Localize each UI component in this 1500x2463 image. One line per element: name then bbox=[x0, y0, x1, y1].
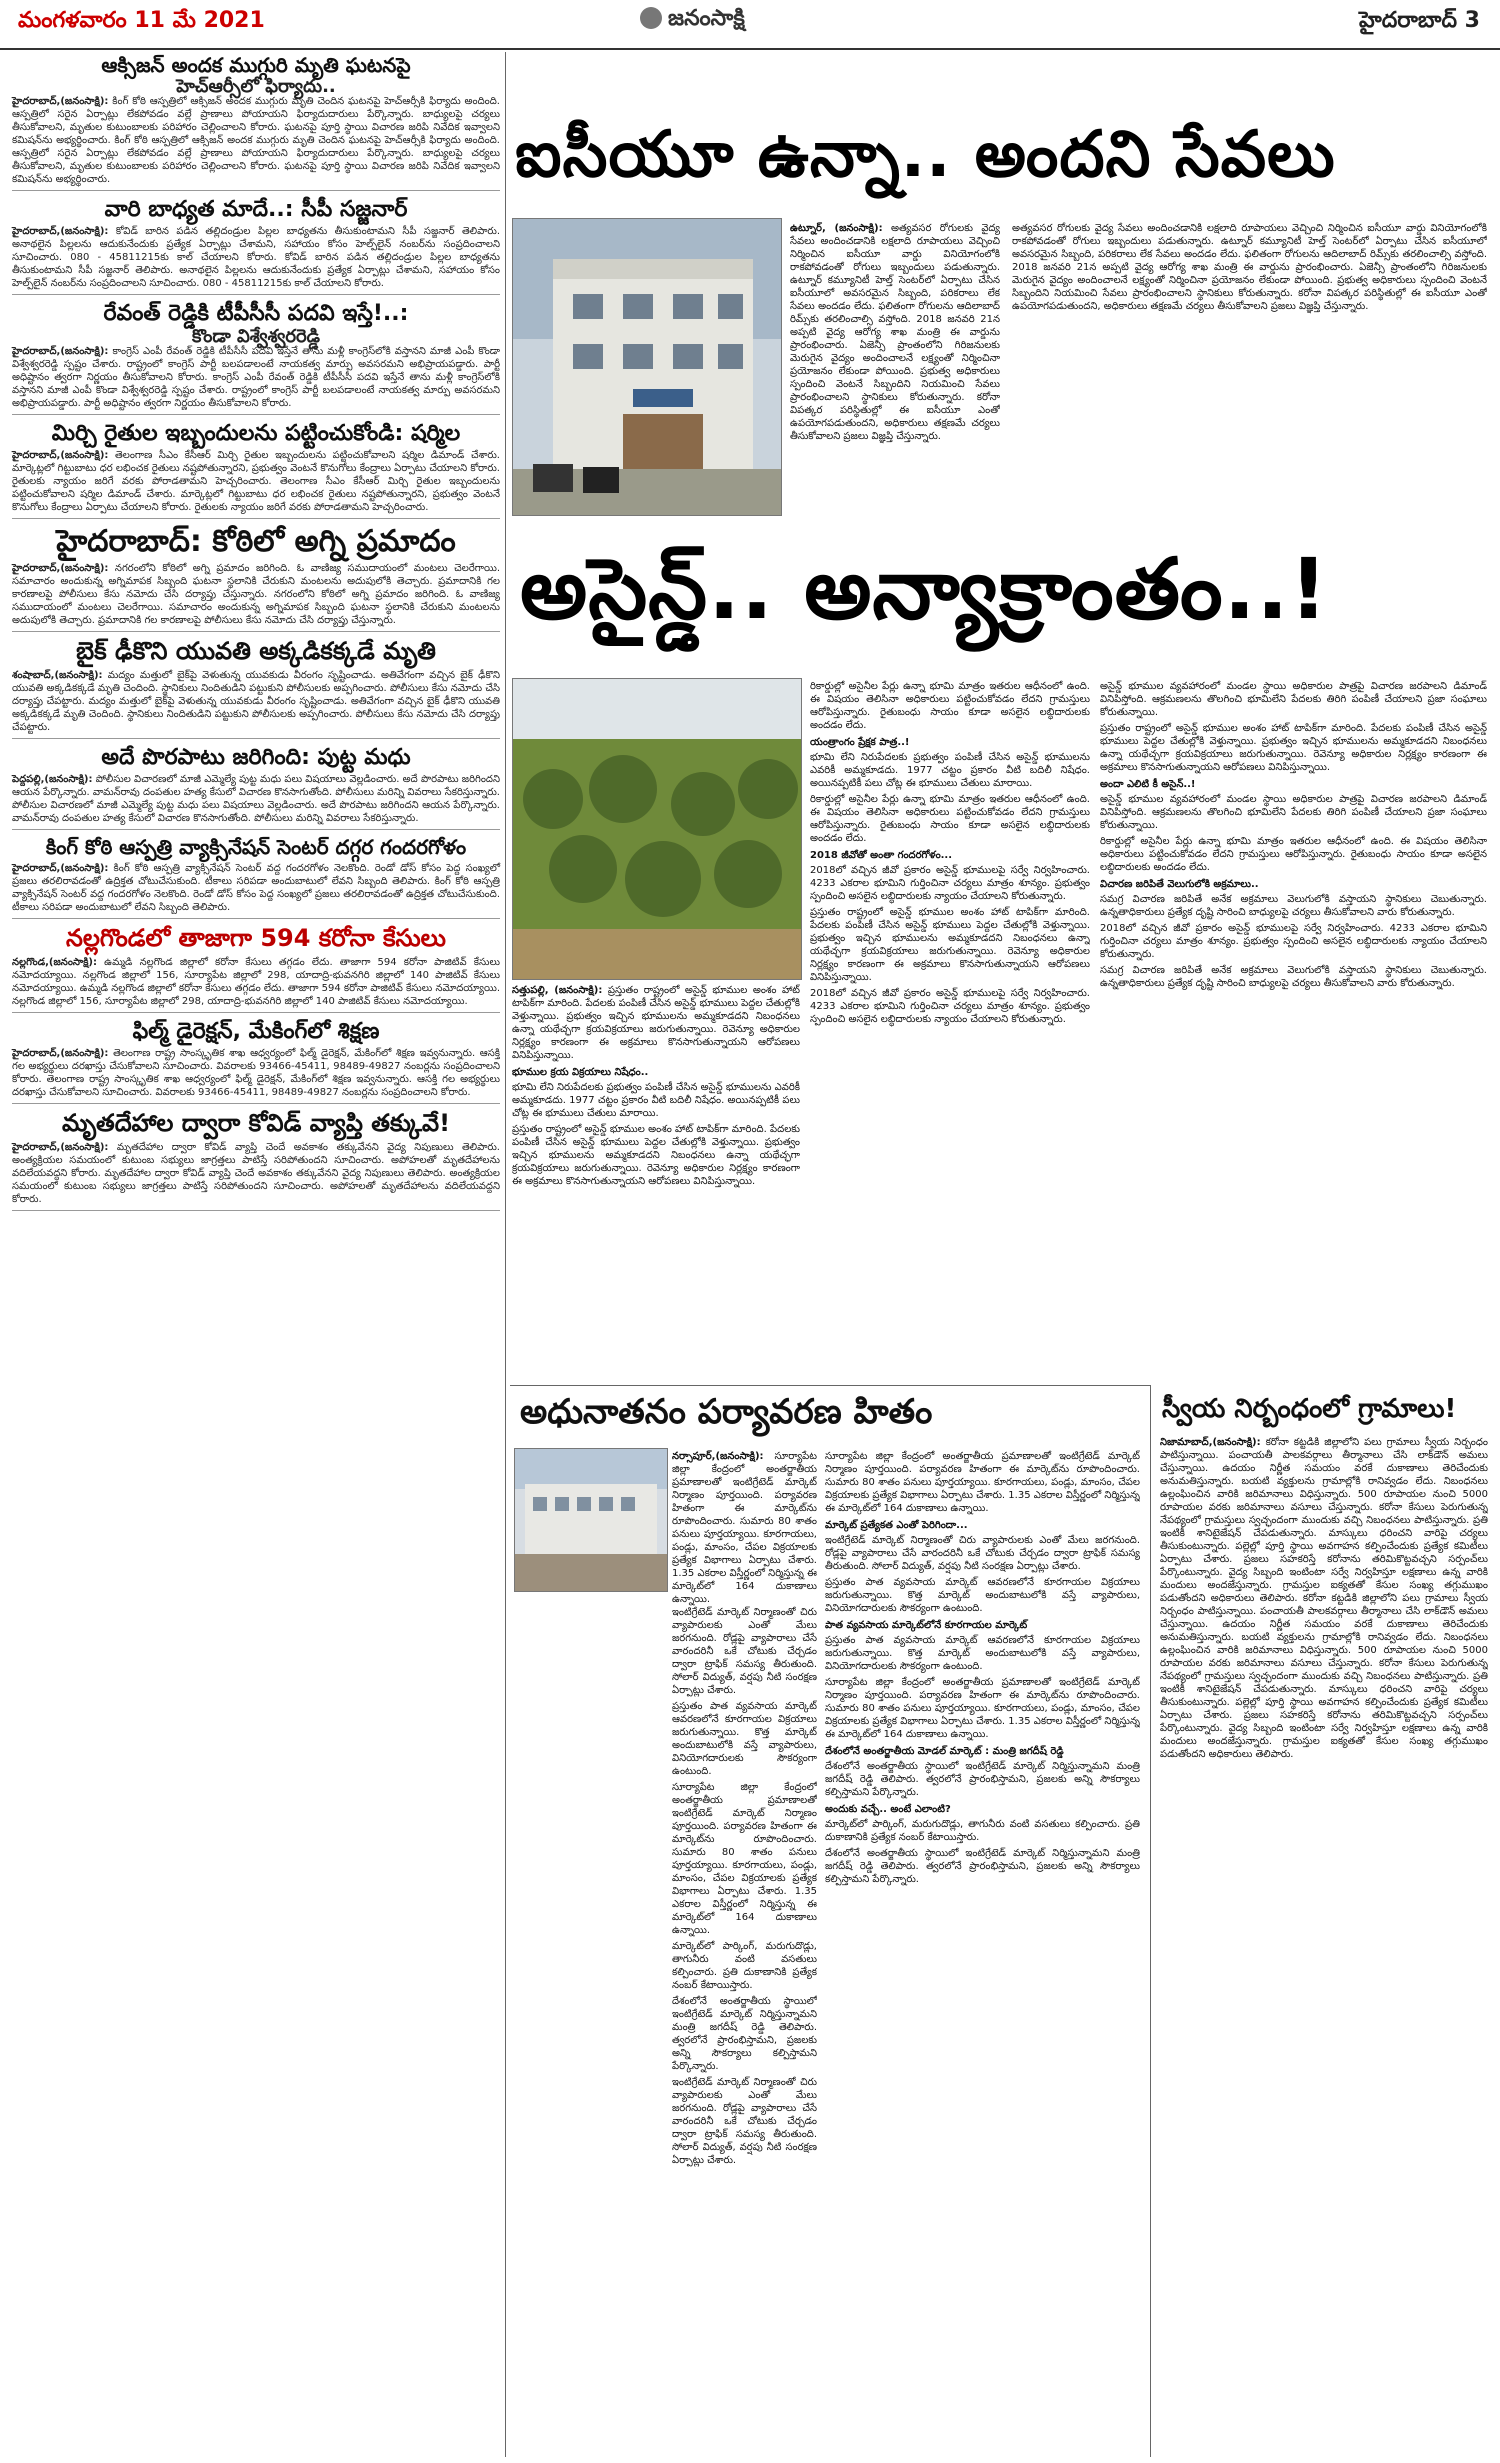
left-story bbox=[12, 525, 500, 633]
second-story-text-col3 bbox=[1100, 680, 1487, 1354]
story-body bbox=[12, 956, 500, 1008]
story-text-continued: తెలంగాణ సీఎం కేసీఆర్ మిర్చి రైతుల ఇబ్బందులను పట్టించుకోవాలని షర్మిల డిమాండ్ చేశారు. మార్కెట్లలో గిట్టుబాటు ధర లభించక రైతులు నష్టపోతున్నారని, ప్రభుత్వం వెంటనే కొనుగోలు కేంద్రాలు ఏర్పాటు చేయాలని కోరారు. రైతులకు న్యాయం జరిగే వరకు పోరాడతామని హెచ్చరించారు. bbox=[12, 475, 500, 513]
column-divider bbox=[1150, 1385, 1151, 2457]
paragraph: సమగ్ర విచారణ జరిపితే అనేక అక్రమాలు వెలుగులోకి వస్తాయని స్థానికులు చెబుతున్నారు. ఉన్నతాధికారులు ప్రత్యేక దృష్టి సారించి బాధ్యులపై చర్యలు తీసుకోవాలని వారు కోరుతున్నారు. bbox=[1100, 894, 1487, 918]
story-text: ఉమ్మడి నల్లగొండ జిల్లాలో కరోనా కేసులు తగ్గడం లేదు. తాజాగా 594 కరోనా పాజిటివ్ కేసులు నమోదయ్యాయి. నల్లగొండ జిల్లాలో 156, సూర్యాపేట జిల్లాలో 298, యాదాద్రి-భువనగిరి జిల్లాలో 140 పాజిటివ్ కేసులు నమోదయ్యాయి. bbox=[12, 956, 500, 994]
story-text-continued: తెలంగాణ రాష్ట్ర సాంస్కృతిక శాఖ ఆధ్వర్యంలో ఫిల్మ్ డైరెక్షన్, మేకింగ్‌లో శిక్షణ ఇవ్వనున్నారు. ఆసక్తి గల అభ్యర్థులు దరఖాస్తు చేసుకోవాలని సూచించారు. వివరాలకు 93466-45411, 98489-49827 నంబర్లను సంప్రదించాలని కోరారు. bbox=[12, 1074, 500, 1099]
paragraph: దేశంలోనే అంతర్జాతీయ స్థాయిలో ఇంటిగ్రేటెడ్ మార్కెట్ నిర్మిస్తున్నామని మంత్రి జగదీష్ రెడ్డి తెలిపారు. త్వరలోనే ప్రారంభిస్తామని, ప్రజలకు అన్ని సౌకర్యాలు కల్పిస్తామని పేర్కొన్నారు. bbox=[825, 1761, 1140, 1798]
story-body bbox=[12, 1047, 500, 1099]
story-headline: హైదరాబాద్: కోఠిలో అగ్ని ప్రమాదం bbox=[56, 523, 456, 559]
paragraph: రికార్డుల్లో అసైనీల పేర్లు ఉన్నా భూమి మాత్రం ఇతరుల ఆధీనంలో ఉంది. ఈ విషయం తెలిసినా అధికారులు పట్టించుకోవడం లేదని గ్రామస్తులు ఆరోపిస్తున్నారు. రైతుబంధు సాయం కూడా అసలైన లబ్ధిదారులకు అందడం లేదు. bbox=[810, 681, 1090, 731]
subhead: అందా ఎలిటి కీ అసైన్..! bbox=[1100, 779, 1196, 790]
story-dateline: శంషాబాద్,(జనంసాక్షి): bbox=[12, 669, 103, 681]
story-body bbox=[12, 669, 500, 734]
paragraph: ఇంటిగ్రేటెడ్ మార్కెట్ నిర్మాణంతో చిరు వ్యాపారులకు ఎంతో మేలు జరగనుంది. రోడ్లపై వ్యాపారాలు చేసే వారందరినీ ఒకే చోటుకు చేర్చడం ద్వారా ట్రాఫిక్ సమస్య తీరుతుంది. సోలార్ విద్యుత్, వర్షపు నీటి సంరక్షణ ఏర్పాట్లు చేశారు. bbox=[672, 1607, 817, 1696]
divider bbox=[510, 1385, 1150, 1386]
paragraph-text: సూర్యాపేట జిల్లా కేంద్రంలో అంతర్జాతీయ ప్రమాణాలతో ఇంటిగ్రేటెడ్ మార్కెట్ నిర్మాణం పూర్తయింది. పర్యావరణ హితంగా ఈ మార్కెట్‌ను రూపొందించారు. సుమారు 80 శాతం పనులు పూర్తయ్యాయి. కూరగాయలు, పండ్లు, మాంసం, చేపల విక్రయాలకు ప్రత్యేక విభాగాలు ఏర్పాటు చేశారు. 1.35 ఎకరాల విస్తీర్ణంలో నిర్మిస్తున్న ఈ మార్కెట్‌లో 164 దుకాణాలు ఉన్నాయి. bbox=[672, 1451, 817, 1605]
market-building-image bbox=[515, 1449, 667, 1591]
paragraph: సమగ్ర విచారణ జరిపితే అనేక అక్రమాలు వెలుగులోకి వస్తాయని స్థానికులు చెబుతున్నారు. ఉన్నతాధికారులు ప్రత్యేక దృష్టి సారించి బాధ్యులపై చర్యలు తీసుకోవాలని వారు కోరుతున్నారు. bbox=[1100, 965, 1487, 989]
paragraph: సూర్యాపేట జిల్లా కేంద్రంలో అంతర్జాతీయ ప్రమాణాలతో ఇంటిగ్రేటెడ్ మార్కెట్ నిర్మాణం పూర్తయింది. పర్యావరణ హితంగా ఈ మార్కెట్‌ను రూపొందించారు. సుమారు 80 శాతం పనులు పూర్తయ్యాయి. కూరగాయలు, పండ్లు, మాంసం, చేపల విక్రయాలకు ప్రత్యేక విభాగాలు ఏర్పాటు చేశారు. 1.35 ఎకరాల విస్తీర్ణంలో నిర్మిస్తున్న ఈ మార్కెట్‌లో 164 దుకాణాలు ఉన్నాయి. bbox=[825, 1451, 1140, 1514]
story-body bbox=[12, 345, 500, 410]
paragraph: రికార్డుల్లో అసైనీల పేర్లు ఉన్నా భూమి మాత్రం ఇతరుల ఆధీనంలో ఉంది. ఈ విషయం తెలిసినా అధికారులు పట్టించుకోవడం లేదని గ్రామస్తులు ఆరోపిస్తున్నారు. రైతుబంధు సాయం కూడా అసలైన లబ్ధిదారులకు అందడం లేదు. bbox=[1100, 836, 1487, 873]
subhead: విచారణ జరిపితే వెలుగులోకి అక్రమాలు.. bbox=[1100, 879, 1259, 890]
story-text: కోవిడ్ బారిన పడిన తల్లిదండ్రుల పిల్లల బాధ్యతను తీసుకుంటామని సీపీ సజ్జనార్ తెలిపారు. అనాథలైన పిల్లలను ఆదుకునేందుకు ప్రత్యేక ఏర్పాట్లు చేశామని, సహాయం కోసం హెల్ప్‌లైన్ నంబర్‌ను సంప్రదించాలని సూచించారు. 080 - 45811215కు కాల్ చేయాలని కోరారు. bbox=[12, 226, 500, 264]
story-headline: వారి బాధ్యత మాదే..: సీపీ సజ్జనార్ bbox=[104, 197, 408, 222]
story-text: కింగ్ కోఠి ఆస్పత్రి వ్యాక్సినేషన్ సెంటర్ వద్ద గందరగోళం నెలకొంది. రెండో డోస్ కోసం పెద్ద సంఖ్యలో ప్రజలు తరలిరావడంతో ఉద్రిక్తత చోటుచేసుకుంది. టీకాలు సరిపడా అందుబాటులో లేవని సిబ్బంది తెలిపారు. bbox=[12, 863, 500, 888]
paragraph: ఇంటిగ్రేటెడ్ మార్కెట్ నిర్మాణంతో చిరు వ్యాపారులకు ఎంతో మేలు జరగనుంది. రోడ్లపై వ్యాపారాలు చేసే వారందరినీ ఒకే చోటుకు చేర్చడం ద్వారా ట్రాఫిక్ సమస్య తీరుతుంది. సోలార్ విద్యుత్, వర్షపు నీటి సంరక్షణ ఏర్పాట్లు చేశారు. bbox=[672, 2077, 817, 2166]
subhead: పాత వ్యవసాయ మార్కెట్‌లోనే కూరగాయల మార్కెట్ bbox=[825, 1620, 1028, 1631]
story-text-continued: నగరంలోని కోఠిలో అగ్ని ప్రమాదం జరిగింది. ఓ వాణిజ్య సముదాయంలో మంటలు చెలరేగాయి. సమాచారం అందుకున్న అగ్నిమాపక సిబ్బంది ఘటనా స్థలానికి చేరుకుని మంటలను అదుపులోకి తెచ్చారు. ప్రమాదానికి గల కారణాలపై పోలీసులు కేసు నమోదు చేసి దర్యాప్తు చేస్తున్నారు. bbox=[12, 589, 501, 627]
paragraph: దేశంలోనే అంతర్జాతీయ స్థాయిలో ఇంటిగ్రేటెడ్ మార్కెట్ నిర్మిస్తున్నామని మంత్రి జగదీష్ రెడ్డి తెలిపారు. త్వరలోనే ప్రారంభిస్తామని, ప్రజలకు అన్ని సౌకర్యాలు కల్పిస్తామని పేర్కొన్నారు. bbox=[825, 1848, 1140, 1885]
lead-body: అత్యవసర రోగులకు వైద్య సేవలు అందించడానికి లక్షలాది రూపాయలు వెచ్చించి నిర్మించిన ఐసీయూ వార్డు వినియోగంలోకి రాకపోవడంతో రోగులు ఇబ్బందులు పడుతున్నారు. ఉట్నూర్ కమ్యూనిటీ హెల్త్ సెంటర్‌లో ఏర్పాటు చేసిన ఐసీయూలో అవసరమైన సిబ్బంది, పరికరాలు లేక సేవలు అందడం లేదు. ఫలితంగా రోగులను ఆదిలాబాద్ రిమ్స్‌కు తరలించాల్సి వస్తోంది. 2018 జనవరి 21న అప్పటి వైద్య ఆరోగ్య శాఖ మంత్రి ఈ వార్డును ప్రారంభించారు. ఏజెన్సీ ప్రాంతంలోని గిరిజనులకు మెరుగైన వైద్యం అందించాలనే లక్ష్యంతో నిర్మించినా ప్రయోజనం లేకుండా పోయింది. ప్రభుత్వ అధికారులు స్పందించి వెంటనే సిబ్బందిని నియమించి సేవలు ప్రారంభించాలని స్థానికులు కోరుతున్నారు. కరోనా విపత్కర పరిస్థితుల్లో ఈ ఐసీయూ ఎంతో ఉపయోగపడుతుందని, అధికారులు తక్షణమే చర్యలు తీసుకోవాలని ప్రజలు విజ్ఞప్తి చేస్తున్నారు. bbox=[790, 223, 1000, 442]
paragraph: మార్కెట్‌లో పార్కింగ్, మరుగుదొడ్లు, తాగునీరు వంటి వసతులు కల్పించారు. ప్రతి దుకాణానికి ప్రత్యేక నంబర్ కేటాయిస్తారు. bbox=[672, 1941, 817, 1991]
story-text-continued: కాంగ్రెస్ ఎంపీ రేవంత్ రెడ్డికి టీపీసీసీ పదవి ఇస్తేనే తాను మళ్లీ కాంగ్రెస్‌లోకి వస్తానని మాజీ ఎంపీ కొండా విశ్వేశ్వరరెడ్డి స్పష్టం చేశారు. రాష్ట్రంలో కాంగ్రెస్ పార్టీ బలపడాలంటే నాయకత్వ మార్పు అవసరమని అభిప్రాయపడ్డారు. పార్టీ అధిష్టానం త్వరగా నిర్ణయం తీసుకోవాలని కోరారు. bbox=[12, 371, 500, 409]
story-text: మద్యం మత్తులో బైక్‌పై వెళుతున్న యువకుడు వీరంగం సృష్టించాడు. అతివేగంగా వచ్చిన బైక్ ఢీకొని యువతి అక్కడికక్కడే మృతి చెందింది. స్థానికులు నిందితుడిని పట్టుకుని పోలీసులకు అప్పగించారు. పోలీసులు కేసు నమోదు చేసి దర్యాప్తు చేపట్టారు. bbox=[12, 669, 500, 707]
story-headline: మృతదేహాల ద్వారా కోవిడ్ వ్యాప్తి తక్కువే! bbox=[61, 1109, 451, 1138]
story-body bbox=[12, 225, 500, 290]
paragraph: సూర్యాపేట జిల్లా కేంద్రంలో అంతర్జాతీయ ప్రమాణాలతో ఇంటిగ్రేటెడ్ మార్కెట్ నిర్మాణం పూర్తయింది. పర్యావరణ హితంగా ఈ మార్కెట్‌ను రూపొందించారు. సుమారు 80 శాతం పనులు పూర్తయ్యాయి. కూరగాయలు, పండ్లు, మాంసం, చేపల విక్రయాలకు ప్రత్యేక విభాగాలు ఏర్పాటు చేశారు. 1.35 ఎకరాల విస్తీర్ణంలో నిర్మిస్తున్న ఈ మార్కెట్‌లో 164 దుకాణాలు ఉన్నాయి. bbox=[825, 1677, 1140, 1740]
story-text-continued: మద్యం మత్తులో బైక్‌పై వెళుతున్న యువకుడు వీరంగం సృష్టించాడు. అతివేగంగా వచ్చిన బైక్ ఢీకొని యువతి అక్కడికక్కడే మృతి చెందింది. స్థానికులు నిందితుడిని పట్టుకుని పోలీసులకు అప్పగించారు. పోలీసులు కేసు నమోదు చేసి దర్యాప్తు చేపట్టారు. bbox=[12, 695, 500, 733]
left-story bbox=[12, 421, 500, 519]
paragraph: దేశంలోనే అంతర్జాతీయ స్థాయిలో ఇంటిగ్రేటెడ్ మార్కెట్ నిర్మిస్తున్నామని మంత్రి జగదీష్ రెడ్డి తెలిపారు. త్వరలోనే ప్రారంభిస్తామని, ప్రజలకు అన్ని సౌకర్యాలు కల్పిస్తామని పేర్కొన్నారు. bbox=[672, 1996, 817, 2072]
fourth-dateline: నిజామాబాద్,(జనంసాక్షి): bbox=[1160, 1437, 1261, 1448]
story-body bbox=[12, 1141, 500, 1206]
story-headline: ఫిల్మ్ డైరెక్షన్, మేకింగ్‌లో శిక్షణ bbox=[132, 1018, 380, 1044]
story-headline: కింగ్ కోఠి ఆస్పత్రి వ్యాక్సినేషన్ సెంటర్ దగ్గర గందరగోళం bbox=[45, 835, 467, 860]
story-dateline: హైదరాబాద్,(జనంసాక్షి): bbox=[12, 345, 109, 357]
third-dateline: నర్సాపూర్,(జనంసాక్షి): bbox=[672, 1451, 764, 1462]
lead-dateline: ఉట్నూర్, (జనంసాక్షి): bbox=[790, 223, 883, 234]
left-story bbox=[12, 54, 500, 191]
story-dateline: హైదరాబాద్,(జనంసాక్షి): bbox=[12, 449, 109, 461]
paragraph: అసైన్డ్ భూముల వ్యవహారంలో మండల స్థాయి అధికారుల పాత్రపై విచారణ జరపాలని డిమాండ్ వినిపిస్తోంది. ఆక్రమణలను తొలగించి భూమిలేని పేదలకు తిరిగి పంపిణీ చేయాలని ప్రజా సంఘాలు కోరుతున్నాయి. bbox=[1100, 794, 1487, 831]
paragraph: మార్కెట్‌లో పార్కింగ్, మరుగుదొడ్లు, తాగునీరు వంటి వసతులు కల్పించారు. ప్రతి దుకాణానికి ప్రత్యేక నంబర్ కేటాయిస్తారు. bbox=[825, 1819, 1140, 1843]
paragraph bbox=[672, 1450, 817, 1606]
left-story bbox=[12, 1019, 500, 1104]
third-photo bbox=[514, 1448, 668, 1592]
story-text-continued: కింగ్ కోఠి ఆస్పత్రి వ్యాక్సినేషన్ సెంటర్ వద్ద గందరగోళం నెలకొంది. రెండో డోస్ కోసం పెద్ద సంఖ్యలో ప్రజలు తరలిరావడంతో ఉద్రిక్తత చోటుచేసుకుంది. టీకాలు సరిపడా అందుబాటులో లేవని సిబ్బంది తెలిపారు. bbox=[12, 876, 500, 914]
lead-story-text-col2 bbox=[1012, 222, 1487, 520]
fourth-headline: స్వీయ నిర్బంధంలో గ్రామాలు! bbox=[1162, 1394, 1457, 1424]
story-text: కాంగ్రెస్ ఎంపీ రేవంత్ రెడ్డికి టీపీసీసీ పదవి ఇస్తేనే తాను మళ్లీ కాంగ్రెస్‌లోకి వస్తానని మాజీ ఎంపీ కొండా విశ్వేశ్వరరెడ్డి స్పష్టం చేశారు. రాష్ట్రంలో కాంగ్రెస్ పార్టీ బలపడాలంటే నాయకత్వ మార్పు అవసరమని అభిప్రాయపడ్డారు. పార్టీ అధిష్టానం త్వరగా నిర్ణయం తీసుకోవాలని కోరారు. bbox=[12, 345, 500, 383]
third-story-text-col1 bbox=[672, 1450, 817, 2448]
paragraph: 2018లో వచ్చిన జీవో ప్రకారం అసైన్డ్ భూములపై సర్వే నిర్వహించారు. 4233 ఎకరాల భూమిని గుర్తించినా చర్యలు మాత్రం శూన్యం. ప్రభుత్వం స్పందించి అసలైన లబ్ధిదారులకు న్యాయం చేయాలని కోరుతున్నారు. bbox=[810, 988, 1090, 1025]
story-text: పోలీసుల విచారణలో మాజీ ఎమ్మెల్యే పుట్ట మధు పలు విషయాలు వెల్లడించారు. అదే పొరపాటు జరిగిందని ఆయన పేర్కొన్నారు. వామన్‌రావు దంపతుల హత్య కేసులో విచారణ కొనసాగుతోంది. పోలీసులు మరిన్ని వివరాలు సేకరిస్తున్నారు. bbox=[12, 774, 500, 799]
left-story bbox=[12, 836, 500, 919]
story-subheadline: హెచ్ఆర్సీలో ఫిర్యాదు.. bbox=[176, 76, 336, 97]
left-story bbox=[12, 301, 500, 414]
story-dateline: నల్లగొండ,(జనంసాక్షి): bbox=[12, 956, 97, 968]
paragraph: భూమి లేని నిరుపేదలకు ప్రభుత్వం పంపిణీ చేసిన అసైన్డ్ భూములను ఎవరికీ అమ్మకూడదు. 1977 చట్టం ప్రకారం వీటి బదిలీ నిషేధం. అయినప్పటికీ పలు చోట్ల ఈ భూములు చేతులు మారాయి. bbox=[512, 1082, 800, 1119]
fourth-body: కరోనా కట్టడికి జిల్లాలోని పలు గ్రామాలు స్వీయ నిర్బంధం పాటిస్తున్నాయి. పంచాయతీ పాలకవర్గాలు తీర్మానాలు చేసి లాక్‌డౌన్ అమలు చేస్తున్నాయి. ఉదయం నిర్ణీత సమయం వరకే దుకాణాలు తెరిచేందుకు అనుమతిస్తున్నారు. బయటి వ్యక్తులను గ్రామాల్లోకి రానివ్వడం లేదు. నిబంధనలు ఉల్లంఘించిన వారికి జరిమానాలు విధిస్తున్నారు. 500 రూపాయల నుంచి 5000 రూపాయల వరకు జరిమానాలు వసూలు చేస్తున్నారు. కరోనా కేసులు పెరుగుతున్న నేపథ్యంలో గ్రామస్తులు స్వచ్ఛందంగా ముందుకు వచ్చి నిబంధనలు పాటిస్తున్నారు. ప్రతి ఇంటికీ శానిటైజేషన్ చేపడుతున్నారు. మాస్కులు ధరించని వారిపై చర్యలు తీసుకుంటున్నారు. పల్లెల్లో పూర్తి స్థాయి అవగాహన కల్పించేందుకు ప్రత్యేక కమిటీలు ఏర్పాటు చేశారు. ప్రజలు సహకరిస్తే కరోనాను తరిమికొట్టవచ్చని సర్పంచ్‌లు పేర్కొంటున్నారు. వైద్య సిబ్బంది ఇంటింటా సర్వే నిర్వహిస్తూ లక్షణాలు ఉన్న వారికి మందులు అందజేస్తున్నారు. గ్రామస్తుల ఐక్యతతో కేసుల సంఖ్య తగ్గుముఖం పడుతోందని అధికారులు తెలిపారు. bbox=[1160, 1437, 1488, 1604]
subhead: మార్కెట్ ప్రత్యేకత ఎంతో పెరిగిందా... bbox=[825, 1520, 968, 1531]
story-text: నగరంలోని కోఠిలో అగ్ని ప్రమాదం జరిగింది. ఓ వాణిజ్య సముదాయంలో మంటలు చెలరేగాయి. సమాచారం అందుకున్న అగ్నిమాపక సిబ్బంది ఘటనా స్థలానికి చేరుకుని మంటలను అదుపులోకి తెచ్చారు. ప్రమాదానికి గల కారణాలపై పోలీసులు కేసు నమోదు చేసి దర్యాప్తు చేస్తున్నారు. bbox=[12, 563, 501, 601]
story-body bbox=[12, 562, 500, 627]
story-headline: రేవంత్ రెడ్డికి టీపీసీసీ పదవి ఇస్తే!..: bbox=[103, 301, 409, 327]
story-text: కింగ్ కోఠి ఆస్పత్రిలో ఆక్సిజన్ అందక ముగ్గురు మృతి చెందిన ఘటనపై హెచ్ఆర్సీకి ఫిర్యాదు అందింది. ఆస్పత్రిలో సరైన ఏర్పాట్లు లేకపోవడం వల్లే ప్రాణాలు పోయాయని ఫిర్యాదుదారులు పేర్కొన్నారు. బాధ్యులపై చర్యలు తీసుకోవాలని, మృతుల కుటుంబాలకు పరిహారం చెల్లించాలని కోరారు. ఘటనపై పూర్తి స్థాయి విచారణ జరిపి నివేదిక ఇవ్వాలని కమిషన్‌ను అభ్యర్థించారు. bbox=[12, 96, 500, 146]
story-body bbox=[12, 773, 500, 825]
story-dateline: పెద్దపల్లి,(జనంసాక్షి): bbox=[12, 774, 93, 786]
third-story-text-col2 bbox=[825, 1450, 1140, 2448]
story-dateline: హైదరాబాద్,(జనంసాక్షి): bbox=[12, 1048, 109, 1060]
paragraph: ప్రస్తుతం రాష్ట్రంలో అసైన్డ్ భూముల అంశం హాట్ టాపిక్‌గా మారింది. పేదలకు పంపిణీ చేసిన అసైన్డ్ భూములు పెద్దల చేతుల్లోకి వెళ్తున్నాయి. ప్రభుత్వం ఇచ్చిన భూములను అమ్మకూడదని నిబంధనలు ఉన్నా యథేచ్ఛగా క్రయవిక్రయాలు జరుగుతున్నాయి. రెవెన్యూ అధికారుల నిర్లక్ష్యం కారణంగా ఈ అక్రమాలు కొనసాగుతున్నాయని ఆరోపణలు వినిపిస్తున్నాయి. bbox=[1100, 723, 1487, 773]
story-dateline: హైదరాబాద్,(జనంసాక్షి): bbox=[12, 563, 109, 575]
logo-text: జనంసాక్షి bbox=[668, 6, 745, 31]
paragraph bbox=[512, 984, 800, 1062]
story-body bbox=[12, 95, 500, 186]
story-text: మృతదేహాల ద్వారా కోవిడ్ వ్యాప్తి చెందే అవకాశం తక్కువేనని వైద్య నిపుణులు తెలిపారు. అంత్యక్రియల సమయంలో కుటుంబ సభ్యులు జాగ్రత్తలు పాటిస్తే సరిపోతుందని సూచించారు. అపోహలతో మృతదేహాలను వదిలేయవద్దని కోరారు. bbox=[12, 1141, 500, 1179]
third-headline: అధునాతనం పర్యావరణ హితం bbox=[520, 1392, 933, 1432]
masthead bbox=[0, 0, 1500, 50]
story-text-continued: ఉమ్మడి నల్లగొండ జిల్లాలో కరోనా కేసులు తగ్గడం లేదు. తాజాగా 594 కరోనా పాజిటివ్ కేసులు నమోదయ్యాయి. నల్లగొండ జిల్లాలో 156, సూర్యాపేట జిల్లాలో 298, యాదాద్రి-భువనగిరి జిల్లాలో 140 పాజిటివ్ కేసులు నమోదయ్యాయి. bbox=[12, 982, 500, 1007]
paragraph: భూమి లేని నిరుపేదలకు ప్రభుత్వం పంపిణీ చేసిన అసైన్డ్ భూములను ఎవరికీ అమ్మకూడదు. 1977 చట్టం ప్రకారం వీటి బదిలీ నిషేధం. అయినప్పటికీ పలు చోట్ల ఈ భూములు చేతులు మారాయి. bbox=[810, 752, 1090, 789]
paragraph-text: ప్రస్తుతం రాష్ట్రంలో అసైన్డ్ భూముల అంశం హాట్ టాపిక్‌గా మారింది. పేదలకు పంపిణీ చేసిన అసైన్డ్ భూములు పెద్దల చేతుల్లోకి వెళ్తున్నాయి. ప్రభుత్వం ఇచ్చిన భూములను అమ్మకూడదని నిబంధనలు ఉన్నా యథేచ్ఛగా క్రయవిక్రయాలు జరుగుతున్నాయి. రెవెన్యూ అధికారుల నిర్లక్ష్యం కారణంగా ఈ అక్రమాలు కొనసాగుతున్నాయని ఆరోపణలు వినిపిస్తున్నాయి. bbox=[512, 985, 800, 1061]
newspaper-logo bbox=[640, 6, 745, 36]
city-page-label: హైదరాబాద్ 3 bbox=[1359, 8, 1480, 33]
paragraph: 2018లో వచ్చిన జీవో ప్రకారం అసైన్డ్ భూములపై సర్వే నిర్వహించారు. 4233 ఎకరాల భూమిని గుర్తించినా చర్యలు మాత్రం శూన్యం. ప్రభుత్వం స్పందించి అసలైన లబ్ధిదారులకు న్యాయం చేయాలని కోరుతున్నారు. bbox=[1100, 923, 1487, 960]
subhead: 2018 జీవోతో అంతా గందరగోళం... bbox=[810, 850, 953, 861]
lead-story-text-col1 bbox=[790, 222, 1000, 520]
fourth-body-continued: కరోనా కట్టడికి జిల్లాలోని పలు గ్రామాలు స్వీయ నిర్బంధం పాటిస్తున్నాయి. పంచాయతీ పాలకవర్గాలు తీర్మానాలు చేసి లాక్‌డౌన్ అమలు చేస్తున్నాయి. ఉదయం నిర్ణీత సమయం వరకే దుకాణాలు తెరిచేందుకు అనుమతిస్తున్నారు. బయటి వ్యక్తులను గ్రామాల్లోకి రానివ్వడం లేదు. నిబంధనలు ఉల్లంఘించిన వారికి జరిమానాలు విధిస్తున్నారు. 500 రూపాయల నుంచి 5000 రూపాయల వరకు జరిమానాలు వసూలు చేస్తున్నారు. కరోనా కేసులు పెరుగుతున్న నేపథ్యంలో గ్రామస్తులు స్వచ్ఛందంగా ముందుకు వచ్చి నిబంధనలు పాటిస్తున్నారు. ప్రతి ఇంటికీ శానిటైజేషన్ చేపడుతున్నారు. మాస్కులు ధరించని వారిపై చర్యలు తీసుకుంటున్నారు. పల్లెల్లో పూర్తి స్థాయి అవగాహన కల్పించేందుకు ప్రత్యేక కమిటీలు ఏర్పాటు చేశారు. ప్రజలు సహకరిస్తే కరోనాను తరిమికొట్టవచ్చని సర్పంచ్‌లు పేర్కొంటున్నారు. వైద్య సిబ్బంది ఇంటింటా సర్వే నిర్వహిస్తూ లక్షణాలు ఉన్న వారికి మందులు అందజేస్తున్నారు. గ్రామస్తుల ఐక్యతతో కేసుల సంఖ్య తగ్గుముఖం పడుతోందని అధికారులు తెలిపారు. bbox=[1160, 1593, 1488, 1760]
story-dateline: హైదరాబాద్,(జనంసాక్షి): bbox=[12, 226, 109, 238]
second-dateline: సత్తుపల్లి, (జనంసాక్షి): bbox=[512, 985, 603, 996]
story-dateline: హైదరాబాద్,(జనంసాక్షి): bbox=[12, 1141, 109, 1153]
paragraph: రికార్డుల్లో అసైనీల పేర్లు ఉన్నా భూమి మాత్రం ఇతరుల ఆధీనంలో ఉంది. ఈ విషయం తెలిసినా అధికారులు పట్టించుకోవడం లేదని గ్రామస్తులు ఆరోపిస్తున్నారు. రైతుబంధు సాయం కూడా అసలైన లబ్ధిదారులకు అందడం లేదు. bbox=[810, 794, 1090, 844]
story-headline: అదే పొరపాటు జరిగింది: పుట్ట మధు bbox=[101, 744, 411, 770]
story-subheadline: కొండా విశ్వేశ్వరరెడ్డి bbox=[191, 325, 321, 347]
lead-body-continued: అత్యవసర రోగులకు వైద్య సేవలు అందించడానికి లక్షలాది రూపాయలు వెచ్చించి నిర్మించిన ఐసీయూ వార్డు వినియోగంలోకి రాకపోవడంతో రోగులు ఇబ్బందులు పడుతున్నారు. ఉట్నూర్ కమ్యూనిటీ హెల్త్ సెంటర్‌లో ఏర్పాటు చేసిన ఐసీయూలో అవసరమైన సిబ్బంది, పరికరాలు లేక సేవలు అందడం లేదు. ఫలితంగా రోగులను ఆదిలాబాద్ రిమ్స్‌కు తరలించాల్సి వస్తోంది. 2018 జనవరి 21న అప్పటి వైద్య ఆరోగ్య శాఖ మంత్రి ఈ వార్డును ప్రారంభించారు. ఏజెన్సీ ప్రాంతంలోని గిరిజనులకు మెరుగైన వైద్యం అందించాలనే లక్ష్యంతో నిర్మించినా ప్రయోజనం లేకుండా పోయింది. ప్రభుత్వ అధికారులు స్పందించి వెంటనే సిబ్బందిని నియమించి సేవలు ప్రారంభించాలని స్థానికులు కోరుతున్నారు. కరోనా విపత్కర పరిస్థితుల్లో ఈ ఐసీయూ ఎంతో ఉపయోగపడుతుందని, అధికారులు తక్షణమే చర్యలు తీసుకోవాలని ప్రజలు విజ్ఞప్తి చేస్తున్నారు. bbox=[1012, 223, 1487, 312]
paragraph: ప్రస్తుతం రాష్ట్రంలో అసైన్డ్ భూముల అంశం హాట్ టాపిక్‌గా మారింది. పేదలకు పంపిణీ చేసిన అసైన్డ్ భూములు పెద్దల చేతుల్లోకి వెళ్తున్నాయి. ప్రభుత్వం ఇచ్చిన భూములను అమ్మకూడదని నిబంధనలు ఉన్నా యథేచ్ఛగా క్రయవిక్రయాలు జరుగుతున్నాయి. రెవెన్యూ అధికారుల నిర్లక్ష్యం కారణంగా ఈ అక్రమాలు కొనసాగుతున్నాయని ఆరోపణలు వినిపిస్తున్నాయి. bbox=[810, 907, 1090, 983]
logo-icon bbox=[640, 7, 662, 29]
second-photo bbox=[512, 678, 802, 980]
left-column bbox=[12, 52, 500, 1217]
paragraph: ఇంటిగ్రేటెడ్ మార్కెట్ నిర్మాణంతో చిరు వ్యాపారులకు ఎంతో మేలు జరగనుంది. రోడ్లపై వ్యాపారాలు చేసే వారందరినీ ఒకే చోటుకు చేర్చడం ద్వారా ట్రాఫిక్ సమస్య తీరుతుంది. సోలార్ విద్యుత్, వర్షపు నీటి సంరక్షణ ఏర్పాట్లు చేశారు. bbox=[825, 1535, 1140, 1572]
paragraph: ప్రస్తుతం పాత వ్యవసాయ మార్కెట్ ఆవరణలోనే కూరగాయల విక్రయాలు జరుగుతున్నాయి. కొత్త మార్కెట్ అందుబాటులోకి వస్తే వ్యాపారులు, వినియోగదారులకు సౌకర్యంగా ఉంటుంది. bbox=[825, 1635, 1140, 1672]
paragraph: ప్రస్తుతం రాష్ట్రంలో అసైన్డ్ భూముల అంశం హాట్ టాపిక్‌గా మారింది. పేదలకు పంపిణీ చేసిన అసైన్డ్ భూములు పెద్దల చేతుల్లోకి వెళ్తున్నాయి. ప్రభుత్వం ఇచ్చిన భూములను అమ్మకూడదని నిబంధనలు ఉన్నా యథేచ్ఛగా క్రయవిక్రయాలు జరుగుతున్నాయి. రెవెన్యూ అధికారుల నిర్లక్ష్యం కారణంగా ఈ అక్రమాలు కొనసాగుతున్నాయని ఆరోపణలు వినిపిస్తున్నాయి. bbox=[512, 1124, 800, 1187]
subhead: యంత్రాంగం ప్రేక్షక పాత్ర..! bbox=[810, 737, 910, 748]
left-story bbox=[12, 638, 500, 739]
second-headline: అసైన్డ్.. అన్యాక్రాంతం..! bbox=[520, 540, 1329, 638]
paragraph: ప్రస్తుతం పాత వ్యవసాయ మార్కెట్ ఆవరణలోనే కూరగాయల విక్రయాలు జరుగుతున్నాయి. కొత్త మార్కెట్ అందుబాటులోకి వస్తే వ్యాపారులు, వినియోగదారులకు సౌకర్యంగా ఉంటుంది. bbox=[825, 1577, 1140, 1614]
story-dateline: హైదరాబాద్,(జనంసాక్షి): bbox=[12, 863, 109, 875]
column-divider bbox=[505, 52, 506, 2457]
paragraph: ప్రస్తుతం పాత వ్యవసాయ మార్కెట్ ఆవరణలోనే కూరగాయల విక్రయాలు జరుగుతున్నాయి. కొత్త మార్కెట్ అందుబాటులోకి వస్తే వ్యాపారులు, వినియోగదారులకు సౌకర్యంగా ఉంటుంది. bbox=[672, 1701, 817, 1777]
farmland-image bbox=[513, 679, 801, 979]
story-body bbox=[12, 862, 500, 914]
second-story-text-col2 bbox=[810, 680, 1090, 1354]
subhead: దేశంలోనే అంతర్జాతీయ మోడల్ మార్కెట్ : మంత్రి జగదీష్ రెడ్డి bbox=[825, 1746, 1064, 1757]
left-story bbox=[12, 197, 500, 295]
story-headline: నల్లగొండలో తాజాగా 594 కరోనా కేసులు bbox=[66, 924, 446, 953]
subhead: అందుకు వచ్చే.. అంటే ఎలాంటి? bbox=[825, 1804, 951, 1815]
left-story bbox=[12, 1110, 500, 1211]
fourth-story-text bbox=[1160, 1436, 1488, 2448]
left-story bbox=[12, 745, 500, 830]
paragraph: అసైన్డ్ భూముల వ్యవహారంలో మండల స్థాయి అధికారుల పాత్రపై విచారణ జరపాలని డిమాండ్ వినిపిస్తోంది. ఆక్రమణలను తొలగించి భూమిలేని పేదలకు తిరిగి పంపిణీ చేయాలని ప్రజా సంఘాలు కోరుతున్నాయి. bbox=[1100, 681, 1487, 718]
story-headline: బైక్ ఢీకొని యువతి అక్కడికక్కడే మృతి bbox=[76, 637, 436, 666]
hospital-building-image bbox=[513, 219, 781, 515]
story-text-continued: మృతదేహాల ద్వారా కోవిడ్ వ్యాప్తి చెందే అవకాశం తక్కువేనని వైద్య నిపుణులు తెలిపారు. అంత్యక్రియల సమయంలో కుటుంబ సభ్యులు జాగ్రత్తలు పాటిస్తే సరిపోతుందని సూచించారు. అపోహలతో మృతదేహాలను వదిలేయవద్దని కోరారు. bbox=[12, 1167, 500, 1205]
paragraph: 2018లో వచ్చిన జీవో ప్రకారం అసైన్డ్ భూములపై సర్వే నిర్వహించారు. 4233 ఎకరాల భూమిని గుర్తించినా చర్యలు మాత్రం శూన్యం. ప్రభుత్వం స్పందించి అసలైన లబ్ధిదారులకు న్యాయం చేయాలని కోరుతున్నారు. bbox=[810, 865, 1090, 902]
second-story-text-col1 bbox=[512, 984, 800, 1354]
story-text: తెలంగాణ సీఎం కేసీఆర్ మిర్చి రైతుల ఇబ్బందులను పట్టించుకోవాలని షర్మిల డిమాండ్ చేశారు. మార్కెట్లలో గిట్టుబాటు ధర లభించక రైతులు నష్టపోతున్నారని, ప్రభుత్వం వెంటనే కొనుగోలు కేంద్రాలు ఏర్పాటు చేయాలని కోరారు. రైతులకు న్యాయం జరిగే వరకు పోరాడతామని హెచ్చరించారు. bbox=[12, 449, 500, 487]
story-body bbox=[12, 449, 500, 514]
story-text-continued: కింగ్ కోఠి ఆస్పత్రిలో ఆక్సిజన్ అందక ముగ్గురు మృతి చెందిన ఘటనపై హెచ్ఆర్సీకి ఫిర్యాదు అందింది. ఆస్పత్రిలో సరైన ఏర్పాట్లు లేకపోవడం వల్లే ప్రాణాలు పోయాయని ఫిర్యాదుదారులు పేర్కొన్నారు. బాధ్యులపై చర్యలు తీసుకోవాలని, మృతుల కుటుంబాలకు పరిహారం చెల్లించాలని కోరారు. ఘటనపై పూర్తి స్థాయి విచారణ జరిపి నివేదిక ఇవ్వాలని కమిషన్‌ను అభ్యర్థించారు. bbox=[12, 135, 500, 185]
left-story bbox=[12, 925, 500, 1013]
lead-headline: ఐసీయూ ఉన్నా.. అందని సేవలు bbox=[515, 118, 1336, 192]
story-text-continued: కోవిడ్ బారిన పడిన తల్లిదండ్రుల పిల్లల బాధ్యతను తీసుకుంటామని సీపీ సజ్జనార్ తెలిపారు. అనాథలైన పిల్లలను ఆదుకునేందుకు ప్రత్యేక ఏర్పాట్లు చేశామని, సహాయం కోసం హెల్ప్‌లైన్ నంబర్‌ను సంప్రదించాలని సూచించారు. 080 - 45811215కు కాల్ చేయాలని కోరారు. bbox=[12, 252, 500, 290]
issue-date: మంగళవారం 11 మే 2021 bbox=[18, 8, 265, 33]
subhead: భూముల క్రయ విక్రయాలు నిషేధం.. bbox=[512, 1067, 649, 1078]
lead-photo bbox=[512, 218, 782, 516]
story-headline: మిర్చి రైతుల ఇబ్బందులను పట్టించుకోండి: షర్మిల bbox=[51, 420, 461, 446]
paragraph: సూర్యాపేట జిల్లా కేంద్రంలో అంతర్జాతీయ ప్రమాణాలతో ఇంటిగ్రేటెడ్ మార్కెట్ నిర్మాణం పూర్తయింది. పర్యావరణ హితంగా ఈ మార్కెట్‌ను రూపొందించారు. సుమారు 80 శాతం పనులు పూర్తయ్యాయి. కూరగాయలు, పండ్లు, మాంసం, చేపల విక్రయాలకు ప్రత్యేక విభాగాలు ఏర్పాటు చేశారు. 1.35 ఎకరాల విస్తీర్ణంలో నిర్మిస్తున్న ఈ మార్కెట్‌లో 164 దుకాణాలు ఉన్నాయి. bbox=[672, 1782, 817, 1936]
story-text-continued: పోలీసుల విచారణలో మాజీ ఎమ్మెల్యే పుట్ట మధు పలు విషయాలు వెల్లడించారు. అదే పొరపాటు జరిగిందని ఆయన పేర్కొన్నారు. వామన్‌రావు దంపతుల హత్య కేసులో విచారణ కొనసాగుతోంది. పోలీసులు మరిన్ని వివరాలు సేకరిస్తున్నారు. bbox=[12, 800, 500, 825]
story-headline: ఆక్సిజన్ అందక ముగ్గురి మృతి ఘటనపై bbox=[101, 53, 411, 77]
story-text: తెలంగాణ రాష్ట్ర సాంస్కృతిక శాఖ ఆధ్వర్యంలో ఫిల్మ్ డైరెక్షన్, మేకింగ్‌లో శిక్షణ ఇవ్వనున్నారు. ఆసక్తి గల అభ్యర్థులు దరఖాస్తు చేసుకోవాలని సూచించారు. వివరాలకు 93466-45411, 98489-49827 నంబర్లను సంప్రదించాలని కోరారు. bbox=[12, 1048, 500, 1086]
story-dateline: హైదరాబాద్,(జనంసాక్షి): bbox=[12, 96, 109, 107]
